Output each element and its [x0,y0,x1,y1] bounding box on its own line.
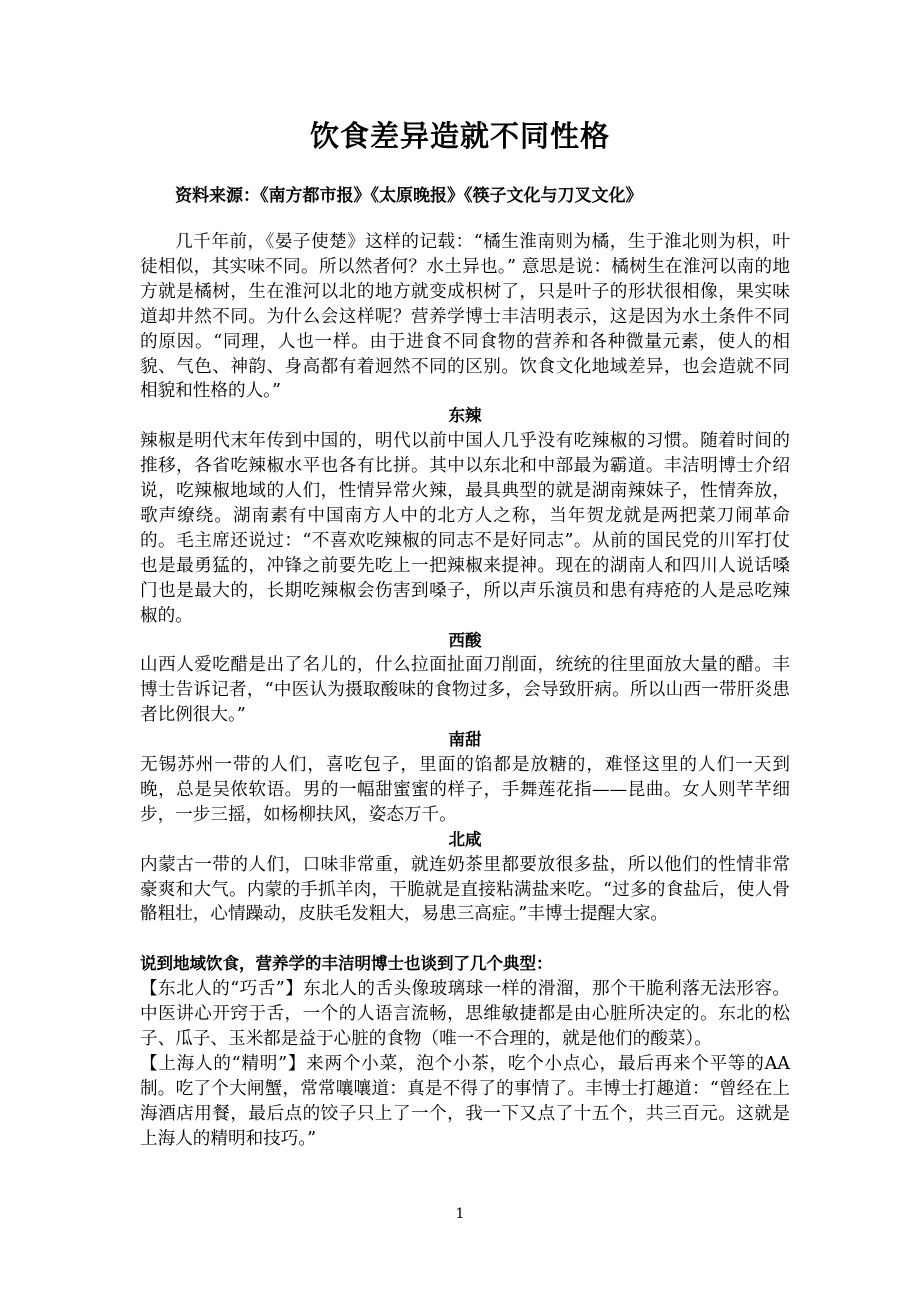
type-label-shanghai: 【上海人的“精明”】 [140,1053,307,1074]
type-text-northeast: 东北人的舌头像玻璃球一样的滑溜，那个干脆利落无法形容。中医讲心开窍于舌，一个的人语言流畅，思维敏捷都是由心脏所决定的。东北的松子、瓜子、玉米都是益于心脏的食物（唯一不合理的，就是他们的酸菜）。 [140,979,790,1049]
section-heading-south-sweet: 南甜 [448,730,482,750]
section-text-west-sour: 山西人爱吃醋是出了名儿的，什么拉面扯面刀削面，统统的往里面放大量的醋。丰博士告诉记者，“中医认为摄取酸味的食物过多，会导致肝病。所以山西一带肝炎患者比例很大。” [140,655,790,726]
section-heading-west-sour: 西酸 [448,630,482,650]
section-text-east-spicy: 辣椒是明代末年传到中国的，明代以前中国人几乎没有吃辣椒的习惯。随着时间的推移，各省吃辣椒水平也各有比拼。其中以东北和中部最为霸道。丰洁明博士介绍说，吃辣椒地域的人们，性情异常火辣，最具典型的就是湖南辣妹子，性情奔放，歌声缭绕。湖南素有中国南方人中的北方人之称，当年贺龙就是两把菜刀闹革命的。毛主席还说过：“不喜欢吃辣椒的同志不是好同志”。从前的国民党的川军打仗也是最勇猛的，冲锋之前要先吃上一把辣椒来提神。现在的湖南人和四川人说话嗓门也是最大的，长期吃辣椒会伤害到嗓子，所以声乐演员和患有痔疮的人是忌吃辣椒的。 [140,431,790,626]
article-body [140,230,790,1152]
section-text-south-sweet: 无锡苏州一带的人们，喜吃包子，里面的馅都是放糖的，难怪这里的人们一天到晚，总是吴侬软语。男的一幅甜蜜蜜的样子，手舞莲花指——昆曲。女人则芊芊细步，一步三摇，如杨柳扶风，姿态万千。 [140,755,790,825]
type-paragraph-northeast [140,977,790,1052]
intro-paragraph: 几千年前，《晏子使楚》这样的记载：“橘生淮南则为橘，生于淮北则为枳，叶徒相似，其实味不同。所以然者何？水土异也。” 意思是说：橘树生在淮河以南的地方就是橘树，生在淮河以北的地方就变成枳树了，只是叶子的形状很相像，果实味道却井然不同。为什么会这样呢？营养学博士丰洁明表示，这是因为水土条件不同的原因。“同理，人也一样。由于进食不同食物的营养和各种微量元素，使人的相貌、气色、神韵、身高都有着迥然不同的区别。饮食文化地域差异，也会造就不同相貌和性格的人。” [140,232,790,402]
section-heading-north-salty: 北咸 [448,829,482,849]
page-title: 饮食差异造就不同性格 [309,119,610,153]
type-label-northeast: 【东北人的“巧舌”】 [140,979,304,1000]
page-number: 1 [455,1206,465,1222]
type-text-shanghai: 来两个小菜，泡个小茶，吃个小点心，最后再来个平等的AA制。吃了个大闸蟹，常常嚷嚷道：真是不得了的事情了。丰博士打趣道：“曾经在上海酒店用餐，最后点的饺子只上了一个，我一下又点了十五个，共三百元。这就是上海人的精明和技巧。” [140,1053,790,1149]
source-line: 资料来源：《南方都市报》《太原晚报》《筷子文化与刀叉文化》 [175,186,643,206]
section-heading-east-spicy: 东辣 [448,406,482,426]
type-paragraph-shanghai [140,1052,790,1152]
paragraph-gap [140,927,790,952]
section-text-north-salty: 内蒙古一带的人们，口味非常重，就连奶茶里都要放很多盐，所以他们的性情非常豪爽和大气。内蒙的手抓羊肉，干脆就是直接粘满盐来吃。“过多的食盐后，使人骨骼粗壮，心情躁动，皮肤毛发粗大，易患三高症。”丰博士提醒大家。 [140,854,790,925]
types-heading: 说到地域饮食，营养学的丰洁明博士也谈到了几个典型： [140,954,553,974]
